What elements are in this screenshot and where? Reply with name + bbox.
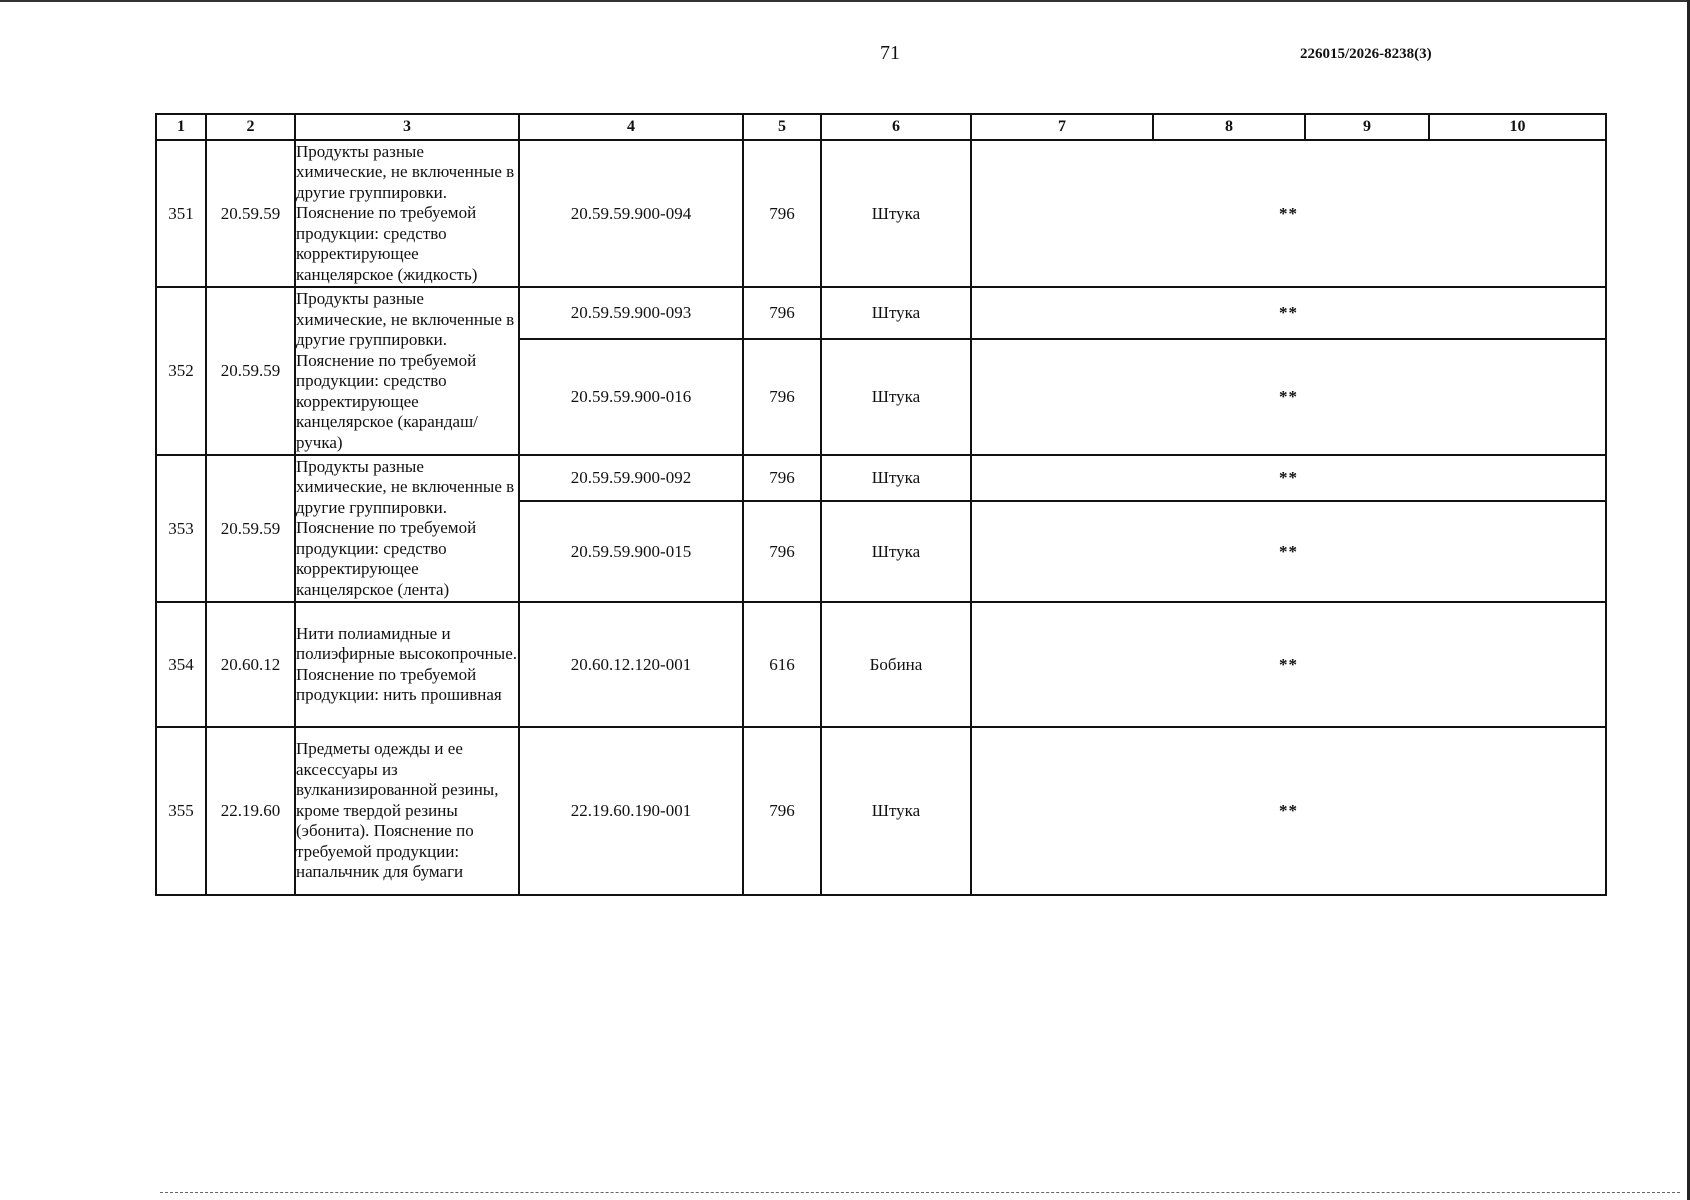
column-header: 8 [1153, 114, 1305, 140]
okpd-code: 20.59.59 [206, 455, 295, 602]
row-number: 353 [156, 455, 206, 602]
column-header: 6 [821, 114, 971, 140]
item-description: Предметы одежды и ее аксессуары из вулканизированной резины, кроме твердой резины (эбонита). Пояснение по требуемой продукции: напальчник для бумаги [295, 727, 519, 895]
ktru-code: 20.59.59.900-092 [519, 455, 743, 501]
quantity-mark: ** [971, 455, 1606, 501]
unit-name: Штука [821, 140, 971, 287]
okei-code: 796 [743, 287, 821, 339]
okei-code: 796 [743, 455, 821, 501]
ktru-code: 20.59.59.900-015 [519, 501, 743, 602]
table-row [156, 455, 1606, 501]
column-header: 1 [156, 114, 206, 140]
column-number-row [156, 114, 1606, 140]
unit-name: Штука [821, 455, 971, 501]
quantity-mark: ** [971, 339, 1606, 455]
okpd-code: 22.19.60 [206, 727, 295, 895]
unit-name: Штука [821, 727, 971, 895]
procurement-table [155, 113, 1607, 896]
quantity-mark: ** [971, 287, 1606, 339]
column-header: 9 [1305, 114, 1429, 140]
column-header: 7 [971, 114, 1153, 140]
row-number: 352 [156, 287, 206, 455]
document-id: 226015/2026-8238(3) [1300, 46, 1432, 62]
quantity-mark: ** [971, 501, 1606, 602]
quantity-mark: ** [971, 727, 1606, 895]
row-number: 354 [156, 602, 206, 727]
column-header: 3 [295, 114, 519, 140]
table-row [156, 727, 1606, 895]
table-row [156, 602, 1606, 727]
quantity-mark: ** [971, 140, 1606, 287]
item-description: Продукты разные химические, не включенные в другие группировки. Пояснение по требуемой продукции: средство корректирующее канцелярское (жидкость) [295, 140, 519, 287]
ktru-code: 20.59.59.900-093 [519, 287, 743, 339]
okei-code: 616 [743, 602, 821, 727]
okei-code: 796 [743, 501, 821, 602]
table-row [156, 140, 1606, 287]
scan-artifact-line [160, 1192, 1680, 1194]
column-header: 4 [519, 114, 743, 140]
ktru-code: 20.60.12.120-001 [519, 602, 743, 727]
item-description: Продукты разные химические, не включенные в другие группировки. Пояснение по требуемой продукции: средство корректирующее канцелярское (лента) [295, 455, 519, 602]
okpd-code: 20.59.59 [206, 287, 295, 455]
unit-name: Штука [821, 339, 971, 455]
column-header: 5 [743, 114, 821, 140]
okei-code: 796 [743, 140, 821, 287]
okpd-code: 20.59.59 [206, 140, 295, 287]
unit-name: Штука [821, 501, 971, 602]
okpd-code: 20.60.12 [206, 602, 295, 727]
quantity-mark: ** [971, 602, 1606, 727]
unit-name: Бобина [821, 602, 971, 727]
column-header: 2 [206, 114, 295, 140]
table-row [156, 287, 1606, 339]
row-number: 355 [156, 727, 206, 895]
column-header: 10 [1429, 114, 1606, 140]
row-number: 351 [156, 140, 206, 287]
ktru-code: 22.19.60.190-001 [519, 727, 743, 895]
unit-name: Штука [821, 287, 971, 339]
ktru-code: 20.59.59.900-016 [519, 339, 743, 455]
ktru-code: 20.59.59.900-094 [519, 140, 743, 287]
okei-code: 796 [743, 727, 821, 895]
scan-border-top [0, 0, 1690, 2]
okei-code: 796 [743, 339, 821, 455]
item-description: Продукты разные химические, не включенные в другие группировки. Пояснение по требуемой продукции: средство корректирующее канцелярское (карандаш/ручка) [295, 287, 519, 455]
item-description: Нити полиамидные и полиэфирные высокопрочные. Пояснение по требуемой продукции: нить прошивная [295, 602, 519, 727]
page-number: 71 [880, 42, 900, 64]
